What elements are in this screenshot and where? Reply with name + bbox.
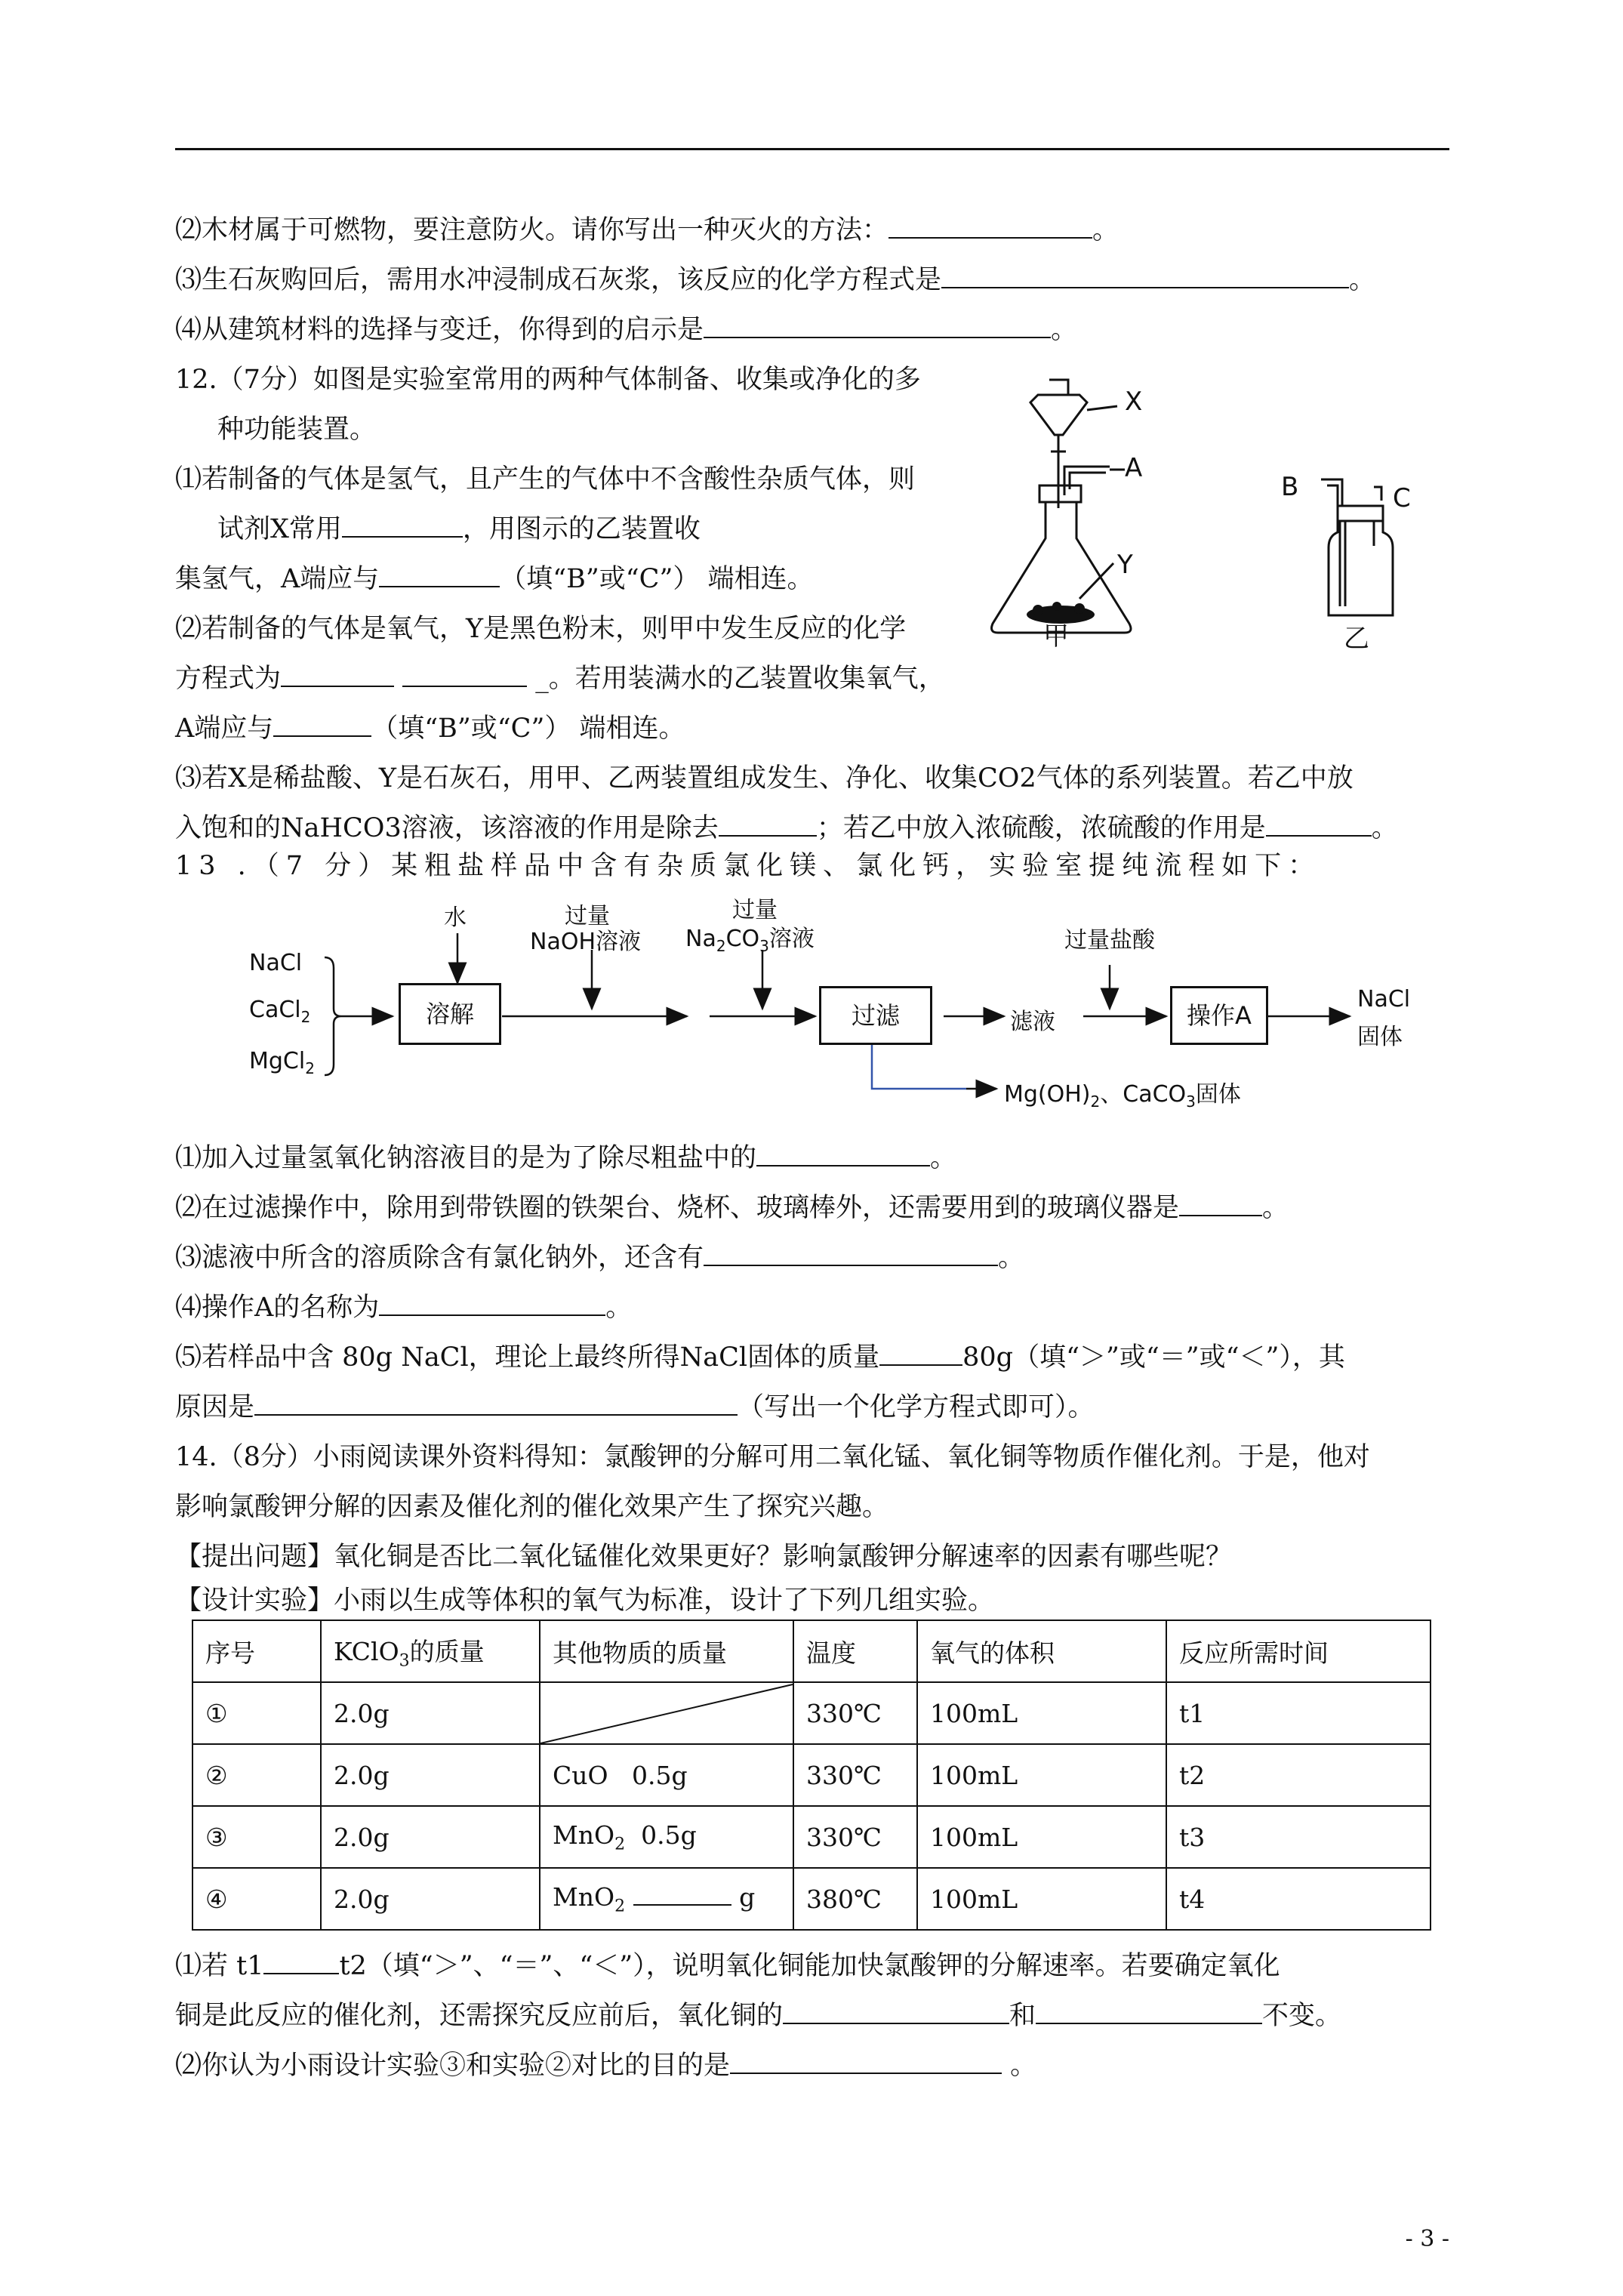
answer-blank[interactable]	[633, 1881, 731, 1906]
answer-blank[interactable]	[273, 713, 371, 737]
cell-vol: 100mL	[917, 1744, 1166, 1806]
q11-part2: ⑵木材属于可燃物，要注意防火。请你写出一种灭火的方法： 。	[175, 215, 1119, 245]
q13-sub1: ⑴加入过量氢氧化钠溶液目的是为了除尽粗盐中的 。	[175, 1143, 957, 1173]
input-nacl: NaCl	[249, 950, 303, 976]
label-b: B	[1281, 472, 1299, 502]
answer-blank[interactable]	[402, 663, 527, 687]
label-y: Y	[1117, 550, 1133, 580]
cell-no: ③	[192, 1806, 321, 1868]
q11-part4: ⑷从建筑材料的选择与变迁，你得到的启示是 。	[175, 315, 1078, 345]
q14-sub2: ⑵你认为小雨设计实验③和实验②对比的目的是 。	[175, 2051, 1037, 2081]
step-operation-a: 操作A	[1170, 986, 1268, 1045]
cell-temp: 330℃	[793, 1806, 917, 1868]
page-number: - 3 -	[1405, 2226, 1449, 2252]
step-dissolve: 溶解	[399, 983, 501, 1045]
answer-blank[interactable]	[1266, 812, 1372, 837]
cell-other: CuO 0.5g	[540, 1744, 793, 1806]
q14-intro: 14.（8分）小雨阅读课外资料得知：氯酸钾的分解可用二氧化锰、氧化铜等物质作催化剂。于是，他对	[175, 1442, 1370, 1472]
q13-sub2: ⑵在过滤操作中，除用到带铁圈的铁架台、烧杯、玻璃棒外，还需要用到的玻璃仪器是 。	[175, 1193, 1289, 1223]
answer-blank[interactable]	[379, 1292, 605, 1316]
cell-no: ④	[192, 1868, 321, 1930]
excess-label-1: 过量	[565, 903, 610, 929]
q14-intro-cont: 影响氯酸钾分解的因素及催化剂的催化效果产生了探究兴趣。	[175, 1492, 889, 1522]
answer-blank[interactable]	[1179, 1192, 1262, 1216]
q14-design: 【设计实验】小雨以生成等体积的氧气为标准，设计了下列几组实验。	[175, 1586, 995, 1616]
q12-sub1-cont: 试剂X常用 ，用图示的乙装置收	[217, 514, 701, 544]
answer-blank[interactable]	[888, 214, 1092, 239]
q11-part3: ⑶生石灰购回后，需用水冲浸制成石灰浆，该反应的化学方程式是 。	[175, 265, 1376, 295]
answer-blank[interactable]	[879, 1342, 962, 1366]
cell-no: ①	[192, 1682, 321, 1744]
cell-temp: 330℃	[793, 1682, 917, 1744]
label-c: C	[1393, 483, 1411, 513]
q12-sub1-cont2: 集氢气，A端应与 （填“B”或“C”） 端相连。	[175, 564, 814, 594]
cell-time: t1	[1166, 1682, 1431, 1744]
q12-sub2: ⑵若制备的气体是氧气，Y是黑色粉末，则甲中发生反应的化学	[175, 614, 907, 644]
cell-other: MnO$_2$ 0.5g	[540, 1806, 793, 1868]
reagent-naoh: NaOH溶液	[530, 929, 641, 955]
reagent-hcl: 过量盐酸	[1064, 927, 1155, 954]
experiment-table	[192, 1620, 1431, 1931]
header-temp: 温度	[793, 1620, 917, 1682]
precipitate-label: $Mg(OH)_2$、CaCO$_3$固体	[1004, 1081, 1241, 1111]
q12-intro-cont: 种功能装置。	[217, 415, 377, 445]
answer-blank[interactable]	[254, 1391, 738, 1416]
reagent-na2co3: $Na_2CO_3$溶液	[685, 926, 815, 955]
q12-sub1: ⑴若制备的气体是氢气，且产生的气体中不含酸性杂质气体，则	[175, 464, 916, 495]
cell-time: t2	[1166, 1744, 1431, 1806]
header-no: 序号	[192, 1620, 321, 1682]
apparatus-jia	[966, 361, 1193, 663]
cell-time: t4	[1166, 1868, 1431, 1930]
label-a: A	[1125, 453, 1143, 483]
cell-other-empty	[540, 1682, 793, 1744]
answer-blank[interactable]	[704, 314, 1051, 338]
cell-other: MnO$_2$ g	[540, 1868, 793, 1930]
reagent-water: 水	[444, 905, 467, 931]
answer-blank[interactable]	[263, 1950, 339, 1974]
step-filter: 过滤	[819, 986, 932, 1045]
q14-sub1: ⑴若 t1 t2（填“＞”、“＝”、“＜”），说明氧化铜能加快氯酸钾的分解速率。若要确定氧化	[175, 1951, 1280, 1981]
answer-blank[interactable]	[342, 513, 463, 538]
q13-sub5: ⑸若样品中含 80g NaCl，理论上最终所得NaCl固体的质量 80g（填“＞”或“＝”或“＜”），其	[175, 1342, 1345, 1373]
q14-question: 【提出问题】氧化铜是否比二氧化锰催化效果更好？影响氯酸钾分解速率的因素有哪些呢？	[175, 1542, 1233, 1572]
answer-blank[interactable]	[704, 1242, 998, 1266]
table-row	[192, 1744, 1431, 1806]
header-time: 反应所需时间	[1166, 1620, 1431, 1682]
input-cacl2: CaCl$_2$	[249, 997, 311, 1026]
excess-label-2: 过量	[732, 897, 778, 923]
table-row	[192, 1682, 1431, 1744]
purification-flowchart	[242, 889, 1449, 1131]
header-vol: 氧气的体积	[917, 1620, 1166, 1682]
cell-time: t3	[1166, 1806, 1431, 1868]
cell-mass: 2.0g	[321, 1744, 540, 1806]
cell-mass: 2.0g	[321, 1868, 540, 1930]
table-row	[192, 1806, 1431, 1868]
cell-vol: 100mL	[917, 1868, 1166, 1930]
cell-vol: 100mL	[917, 1806, 1166, 1868]
label-yi: 乙	[1344, 624, 1369, 654]
cell-no: ②	[192, 1744, 321, 1806]
q12-sub3: ⑶若X是稀盐酸、Y是石灰石，用甲、乙两装置组成发生、净化、收集CO2气体的系列装置。若乙中放	[175, 763, 1354, 794]
q13-sub3: ⑶滤液中所含的溶质除含有氯化钠外，还含有 。	[175, 1243, 1025, 1273]
answer-blank[interactable]	[379, 563, 500, 587]
label-x: X	[1125, 387, 1143, 417]
answer-blank[interactable]	[1036, 2000, 1262, 2024]
input-mgcl2: MgCl$_2$	[249, 1048, 315, 1077]
table-header-row	[192, 1620, 1431, 1682]
q13-sub4: ⑷操作A的名称为 。	[175, 1293, 633, 1323]
q13-sub5-cont: 原因是 （写出一个化学方程式即可）。	[175, 1392, 1095, 1422]
answer-blank[interactable]	[941, 264, 1349, 288]
q14-sub1-cont: 铜是此反应的催化剂，还需探究反应前后，氧化铜的 和 不变。	[175, 2001, 1342, 2031]
cell-temp: 380℃	[793, 1868, 917, 1930]
output-solid: 固体	[1357, 1024, 1403, 1050]
cell-mass: 2.0g	[321, 1806, 540, 1868]
header-kclo3: KClO$_3$的质量	[321, 1620, 540, 1682]
q12-sub2-cont2: A端应与 （填“B”或“C”） 端相连。	[175, 713, 685, 744]
answer-blank[interactable]	[756, 1142, 930, 1166]
q13-intro: 13 .（7 分）某粗盐样品中含有杂质氯化镁、氯化钙，实验室提纯流程如下：	[175, 851, 1322, 881]
cell-temp: 330℃	[793, 1744, 917, 1806]
answer-blank[interactable]	[281, 663, 394, 687]
output-nacl: NaCl	[1357, 986, 1411, 1012]
header-rule	[175, 148, 1449, 150]
cell-vol: 100mL	[917, 1682, 1166, 1744]
header-other: 其他物质的质量	[540, 1620, 793, 1682]
answer-blank[interactable]	[783, 2000, 1009, 2024]
cell-mass: 2.0g	[321, 1682, 540, 1744]
answer-blank[interactable]	[719, 812, 817, 837]
filtrate-label: 滤液	[1010, 1009, 1055, 1035]
q12-sub3-cont: 入饱和的NaHCO3溶液，该溶液的作用是除去 ；若乙中放入浓硫酸，浓硫酸的作用是 。	[175, 813, 1398, 843]
table-row	[192, 1868, 1431, 1930]
q12-intro: 12.（7分）如图是实验室常用的两种气体制备、收集或净化的多	[175, 365, 921, 395]
diagonal-slash	[540, 1683, 794, 1745]
label-jia: 甲	[1043, 621, 1069, 652]
q12-sub2-cont: 方程式为 _。若用装满水的乙装置收集氧气，	[175, 664, 945, 694]
answer-blank[interactable]	[730, 2050, 1002, 2074]
